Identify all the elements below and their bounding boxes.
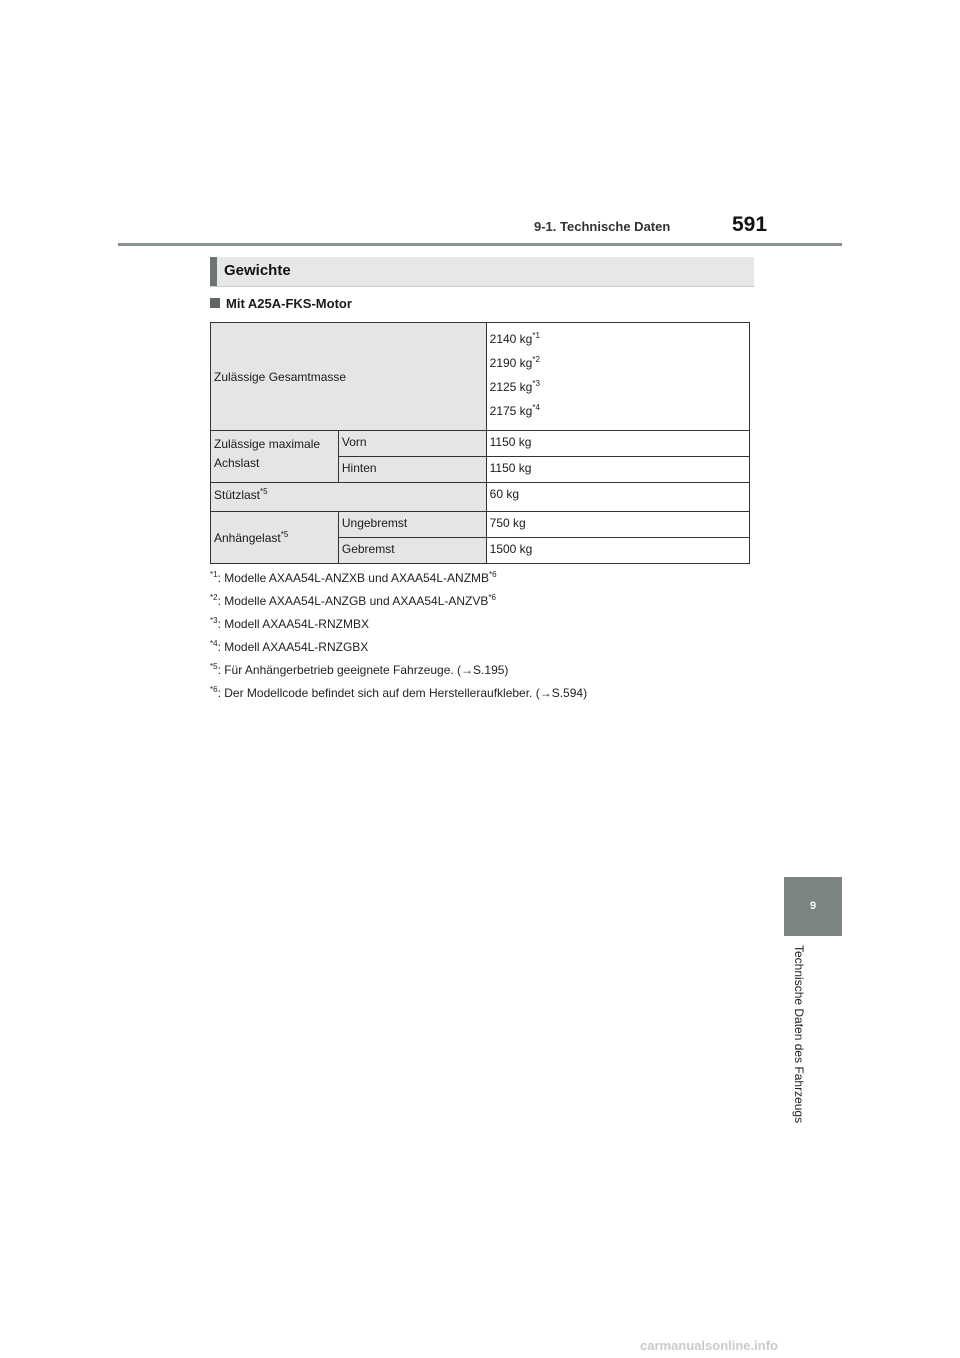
gesamtmasse-label: Zulässige Gesamtmasse [214, 369, 347, 384]
footnote-item: $^{*5}$: Für Anhängerbetrieb geeignete Fahrzeuge. (→S.195) [210, 662, 509, 677]
footnote-item: $^{*2}$: Modelle AXAA54L-ANZGB und AXAA54L-ANZVB$^{*6}$ [210, 593, 496, 608]
square-bullet-icon [210, 298, 220, 308]
table-cell-label: Stützlast$^{*5}$ [211, 483, 487, 512]
table-cell-values [486, 323, 749, 431]
table-cell-sublabel: Gebremst [338, 538, 486, 564]
header-divider [118, 243, 842, 246]
gesamtmasse-value: 2125 $kg^{*3}$ [489, 379, 540, 394]
table-cell-value: 1150 kg [486, 431, 749, 457]
weights-table [210, 322, 750, 564]
table-row-gesamtmasse [211, 323, 750, 431]
table-cell-label [211, 431, 339, 483]
footnote-item: $^{*1}$: Modelle AXAA54L-ANZXB und AXAA54L-ANZMB$^{*6}$ [210, 570, 497, 585]
table-cell-label: Anhängelast$^{*5}$ [211, 512, 339, 564]
table-cell-value: 1500 kg [486, 538, 749, 564]
chapter-tab: 9 [784, 877, 842, 936]
subsection-heading [210, 296, 352, 311]
table-cell-value: 750 kg [486, 512, 749, 538]
gesamtmasse-value: 2175 $kg^{*4}$ [489, 403, 540, 418]
footnotes [210, 570, 770, 708]
footnote-item: $^{*4}$: Modell AXAA54L-RNZGBX [210, 639, 369, 654]
achslast-label: Zulässige maximale Achslast [214, 437, 321, 470]
watermark: carmanualsonline.info [640, 1338, 778, 1353]
table-cell-value: 60 kg [486, 483, 749, 512]
table-cell-label [211, 323, 487, 431]
table-cell-value: 1150 kg [486, 457, 749, 483]
table-cell-sublabel: Vorn [338, 431, 486, 457]
footnote-item: $^{*3}$: Modell AXAA54L-RNZMBX [210, 616, 369, 631]
gesamtmasse-value: 2190 $kg^{*2}$ [489, 355, 540, 370]
section-heading-accent-bar [210, 257, 217, 286]
page-number: 591 [732, 213, 768, 236]
table-row-achslast-vorn [211, 431, 750, 457]
section-heading [210, 257, 754, 287]
table-row-stuetzlast [211, 483, 750, 512]
table-cell-sublabel: Hinten [338, 457, 486, 483]
table-row-anhaengelast-ungebremst [211, 512, 750, 538]
table-cell-sublabel: Ungebremst [338, 512, 486, 538]
chapter-tab-label: Technische Daten des Fahrzeugs [792, 945, 806, 1124]
gesamtmasse-value: 2140 $kg^{*1}$ [489, 331, 540, 346]
running-header-section: 9-1. Technische Daten [534, 219, 671, 234]
section-title: Gewichte [224, 262, 291, 279]
footnote-item: $^{*6}$: Der Modellcode befindet sich auf dem Herstelleraufkleber. (→S.594) [210, 685, 588, 700]
subsection-title: Mit A25A-FKS-Motor [226, 296, 352, 311]
